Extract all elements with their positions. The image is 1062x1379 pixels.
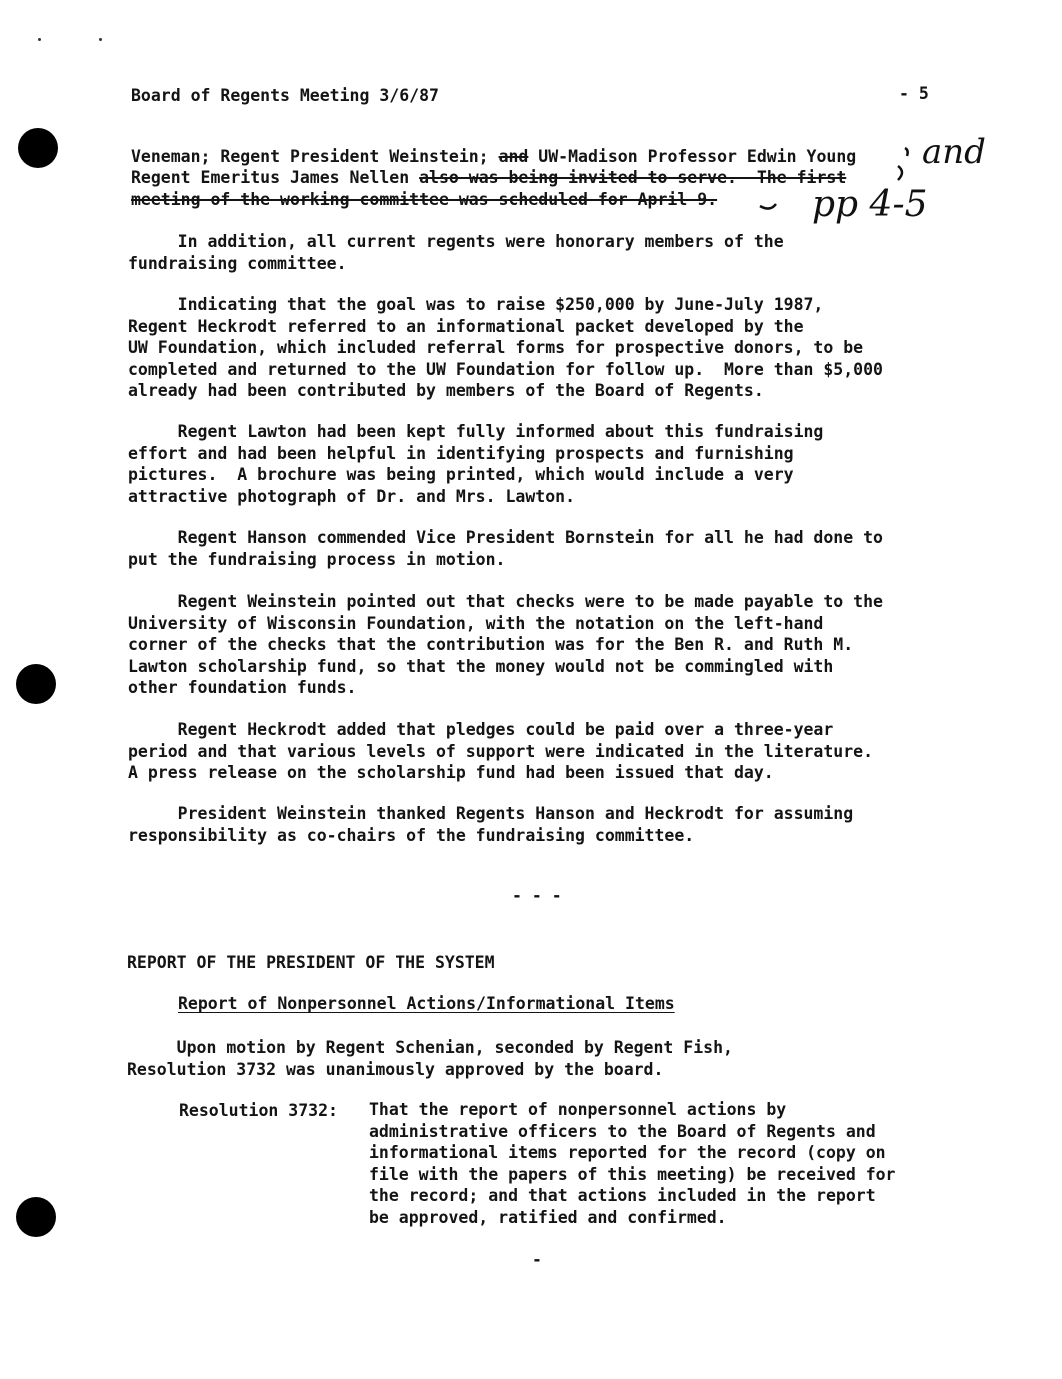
section-separator: - - - (512, 886, 562, 905)
paragraph-hanson-commends: Regent Hanson commended Vice President Bornstein for all he had done to put the fundraising process in motion. (128, 528, 883, 569)
paragraph-checks-payable: Regent Weinstein pointed out that checks were to be made payable to the University of Wisconsin Foundation, with the notation on the left-hand corner of the checks that the contribution was for the Ben R. and Ruth M. Lawton scholarship fund, so that the money would not be commingled with other foundation funds. (128, 592, 883, 697)
section-heading: REPORT OF THE PRESIDENT OF THE SYSTEM (127, 953, 495, 972)
struck-text: also was being invited to serve. The first (419, 168, 847, 187)
handwritten-page-ref: pp 4-5 (812, 184, 928, 225)
opening-text: Regent Emeritus James Nellen (131, 168, 420, 187)
resolution-text: That the report of nonpersonnel actions by administrative officers to the Board of Regents and informational items reported for the record (copy on file with the papers of this meeting) be received for the record; and that actions included in the report be approved, ratified and confirmed. (369, 1100, 896, 1227)
struck-text: and (498, 147, 529, 166)
page-number: - 5 (899, 84, 929, 103)
resolution-label: Resolution 3732: (179, 1101, 338, 1120)
paragraph-lawton-informed: Regent Lawton had been kept fully informed about this fundraising effort and had been helpful in identifying prospects and furnishing pictures. A brochure was being printed, which would include a very attractive photograph of Dr. and Mrs. Lawton. (128, 422, 824, 506)
paragraph-honorary-members: In addition, all current regents were honorary members of the fundraising committee. (128, 232, 784, 273)
paragraph-thanks: President Weinstein thanked Regents Hanson and Heckrodt for assuming responsibility as co-chairs of the fundraising committee. (128, 804, 854, 845)
opening-text: UW-Madison Professor Edwin Young (528, 147, 857, 166)
paragraph-pledges: Regent Heckrodt added that pledges could be paid over a three-year period and that various levels of support were indicated in the literature. A press release on the scholarship fund had been issued that day. (128, 720, 874, 782)
handwritten-and: and (922, 132, 986, 172)
section-subheading: Report of Nonpersonnel Actions/Informational Items (178, 994, 675, 1013)
struck-text: meeting of the working committee was scheduled for April 9. (131, 190, 718, 209)
footer-mark: - (532, 1250, 542, 1269)
page-header-title: Board of Regents Meeting 3/6/87 (131, 86, 439, 105)
paragraph-fundraising-goal: Indicating that the goal was to raise $250,000 by June-July 1987, Regent Heckrodt referred to an informational packet developed by the UW Foundation, which included referral forms for prospective donors, to be completed and returned to the UW Foundation for follow up. More than $5,000 already had been contributed by members of the Board of Regents. (128, 295, 883, 400)
opening-text: Veneman; Regent President Weinstein; (131, 147, 499, 166)
paragraph-motion: Upon motion by Regent Schenian, seconded by Regent Fish, Resolution 3732 was unanimously approved by the board. (127, 1038, 733, 1079)
